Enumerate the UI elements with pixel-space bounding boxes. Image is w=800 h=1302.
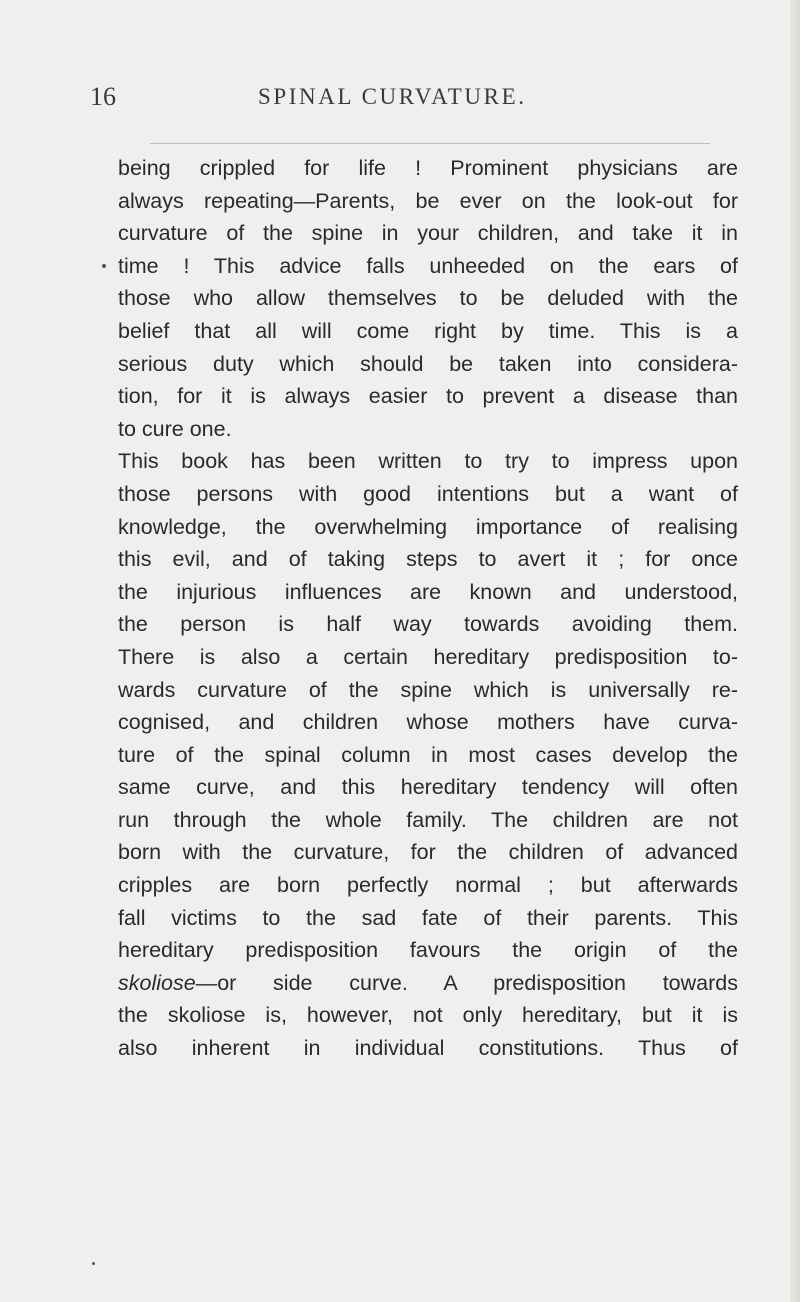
- header-rule: [150, 143, 710, 144]
- text-line: those who allow themselves to be deluded with the: [118, 286, 738, 311]
- text-line: cripples are born perfectly normal ; but afterwards: [118, 873, 738, 898]
- text-line: time ! This advice falls unheeded on the ears of: [118, 253, 738, 278]
- running-head: SPINAL CURVATURE.: [258, 84, 527, 109]
- text-line: There is also a certain hereditary predisposition to-: [118, 644, 738, 669]
- text-line: run through the whole family. The children are not: [118, 807, 738, 832]
- text-line: ture of the spinal column in most cases develop the: [118, 742, 738, 767]
- text-line: being crippled for life ! Prominent physicians are: [118, 156, 738, 180]
- text-line: knowledge, the overwhelming importance of realising: [118, 514, 738, 539]
- text-line-skoliose: [118, 967, 738, 1000]
- text-line: belief that all will come right by time. This is a: [118, 318, 738, 343]
- text-line: curvature of the spine in your children, and take it in: [118, 221, 738, 246]
- text-line: the skoliose is, however, not only hereditary, but it is: [118, 1003, 738, 1028]
- page-number: 16: [90, 82, 116, 111]
- text-line: tion, for it is always easier to prevent a disease than: [118, 384, 738, 409]
- text-line: serious duty which should be taken into considera-: [118, 351, 738, 376]
- text-line: cognised, and children whose mothers have curva-: [118, 710, 738, 735]
- text-line: born with the curvature, for the children of advanced: [118, 840, 738, 865]
- text-line: hereditary predisposition favours the origin of the: [118, 938, 738, 963]
- text-line: always repeating—Parents, be ever on the look-out for: [118, 188, 738, 213]
- text-line: the person is half way towards avoiding them.: [118, 612, 738, 637]
- paper-speck: [92, 1262, 95, 1265]
- body-text: [118, 152, 738, 1065]
- page-edge: [790, 0, 800, 1302]
- text-line: this evil, and of taking steps to avert it ; for once: [118, 547, 738, 572]
- text-line: those persons with good intentions but a want of: [118, 481, 738, 506]
- skoliose-line-rest: —or side curve. A predisposition towards: [195, 970, 738, 995]
- text-line: wards curvature of the spine which is universally re-: [118, 677, 738, 702]
- text-line: same curve, and this hereditary tendency will often: [118, 775, 738, 800]
- text-line: also inherent in individual constitutions. Thus of: [118, 1036, 738, 1061]
- text-line: the injurious influences are known and understood,: [118, 579, 738, 604]
- skoliose-term: skoliose: [118, 970, 196, 995]
- text-line: This book has been written to try to impress upon: [118, 449, 738, 474]
- text-line: fall victims to the sad fate of their parents. This: [118, 905, 738, 930]
- page-header: [0, 76, 800, 116]
- text-line: to cure one.: [118, 416, 232, 441]
- paper-speck: [102, 264, 106, 268]
